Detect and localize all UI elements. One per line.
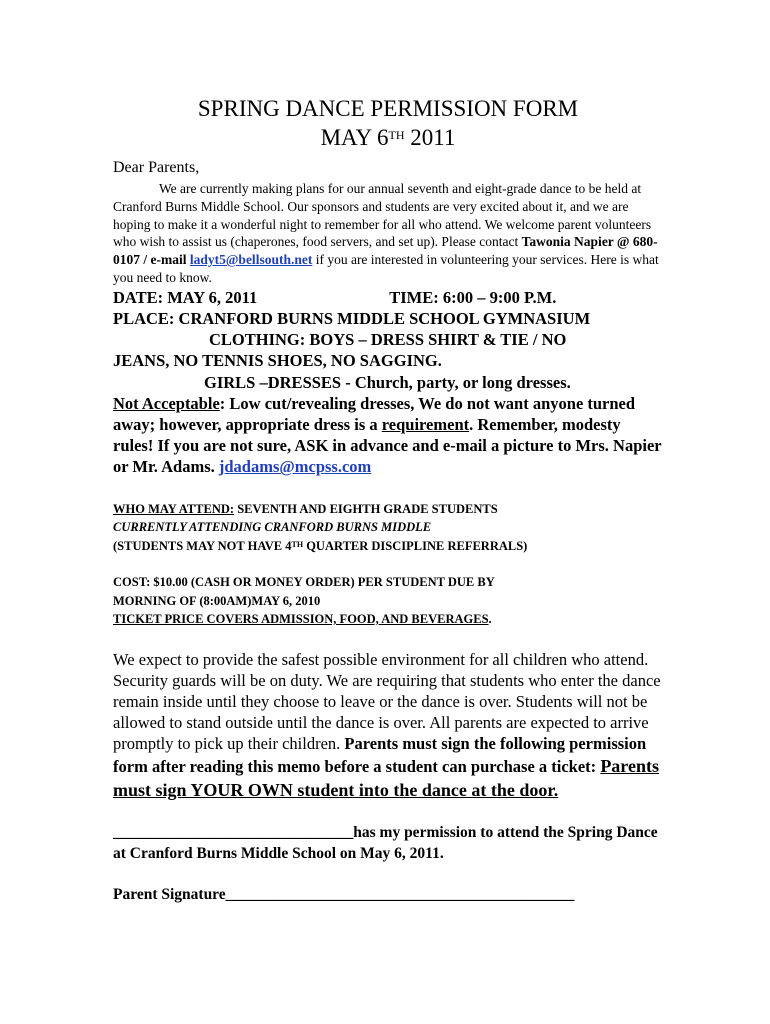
safety-paragraph [113, 649, 663, 802]
attend-line-3-a: (STUDENTS MAY NOT HAVE 4 [113, 538, 292, 553]
title-date-suffix: TH [388, 128, 405, 142]
intro-text-2: if you are interested in volunteering your services. Here is what you need to know. [113, 252, 659, 285]
contact-info: Tawonia Napier @ 680-0107 / e-mail [113, 234, 658, 268]
permission-text: has my permission to attend the Spring Dance at Cranford Burns Middle School on May 6, 2011. [113, 823, 658, 862]
intro-text-1: We are currently making plans for our annual seventh and eight-grade dance to be held at Cranford Burns Middle School. Our sponsors and students are very excited about it, and we are hoping to make it a wonderful night to remember for all who attend. We welcome parent volunteers who wish to assist us (chaperones, food servers, and set up). Please contact [113, 181, 652, 250]
cost-line-3 [113, 610, 663, 629]
attend-line-2: CURRENTLY ATTENDING CRANFORD BURNS MIDDLE [113, 520, 432, 535]
parents-must-sign: Parents must sign the following permission form after reading this memo before a student can purchase a ticket: [113, 733, 647, 776]
form-title [113, 94, 663, 152]
title-line-2 [321, 125, 456, 150]
attend-line-3 [113, 537, 663, 556]
attend-text: SEVENTH AND EIGHTH GRADE STUDENTS [234, 501, 498, 516]
student-name-blank[interactable]: _______________________________ [113, 823, 354, 841]
event-details [113, 287, 663, 478]
title-year: 2011 [404, 125, 456, 150]
not-acceptable-block [113, 393, 663, 478]
title-date: MAY 6 [320, 125, 389, 150]
cost-block [113, 573, 663, 629]
attend-line-3-b: QUARTER DISCIPLINE REFERRALS) [303, 538, 528, 553]
quarter-suffix: TH [291, 539, 304, 549]
signature-label: Parent Signature [113, 885, 226, 903]
signature-line[interactable]: _____________________________________________ [225, 885, 575, 903]
event-date: DATE: MAY 6, 2011 [113, 287, 258, 307]
event-place: PLACE: CRANFORD BURNS MIDDLE SCHOOL GYMNASIUM [113, 308, 591, 328]
safety-text: We expect to provide the safest possible environment for all children who attend. Security guards will be on duty. We are requiring that students who enter the dance remain inside until they choose to leave or the dance is over. Students will not be allowed to stand outside until the dance is over. All parents are expected to arrive promptly to pick up their children. [113, 649, 661, 753]
salutation: Dear Parents, [113, 159, 200, 176]
cost-line-1: COST: $10.00 (CASH OR MONEY ORDER) PER STUDENT DUE BY [113, 575, 495, 590]
not-acceptable-colon: : [219, 393, 226, 413]
attend-label: WHO MAY ATTEND: [113, 501, 235, 516]
ticket-coverage: TICKET PRICE COVERS ADMISSION, FOOD, AND BEVERAGES [113, 612, 489, 627]
not-acceptable-text-2: . Remember, modesty rules! If you are not sure, ASK in advance and e-mail a picture to Mrs. Napier or Mr. Adams. [113, 415, 662, 477]
adams-email-link[interactable]: jdadams@mcpss.com [218, 457, 372, 477]
permission-statement [113, 822, 663, 864]
not-acceptable-label: Not Acceptable [113, 393, 220, 413]
attend-line-1 [113, 500, 663, 519]
ticket-coverage-end: . [488, 612, 492, 627]
clothing-girls: GIRLS –DRESSES - Church, party, or long dresses. [204, 372, 571, 392]
clothing-boys-line-1: CLOTHING: BOYS – DRESS SHIRT & TIE / NO [209, 330, 567, 350]
date-time-row [113, 287, 663, 308]
parent-signature-row [113, 884, 663, 905]
intro-paragraph [113, 180, 663, 287]
cost-line-2: MORNING OF (8:00AM)MAY 6, 2010 [113, 593, 321, 608]
permission-form-page [113, 94, 663, 905]
title-line-1: SPRING DANCE PERMISSION FORM [197, 96, 579, 121]
sign-in-emphasis: Parents must sign YOUR OWN student into the dance at the door. [113, 755, 659, 800]
clothing-boys-line-2: JEANS, NO TENNIS SHOES, NO SAGGING. [113, 351, 442, 371]
requirement-word: requirement [381, 415, 470, 434]
event-time: TIME: 6:00 – 9:00 P.M. [389, 287, 557, 307]
not-acceptable-text-1: Low cut/revealing dresses, We do not want anyone turned away; however, appropriate dress is a [113, 393, 636, 434]
who-may-attend [113, 500, 663, 556]
contact-email-link[interactable]: ladyt5@bellsouth.net [189, 252, 313, 268]
